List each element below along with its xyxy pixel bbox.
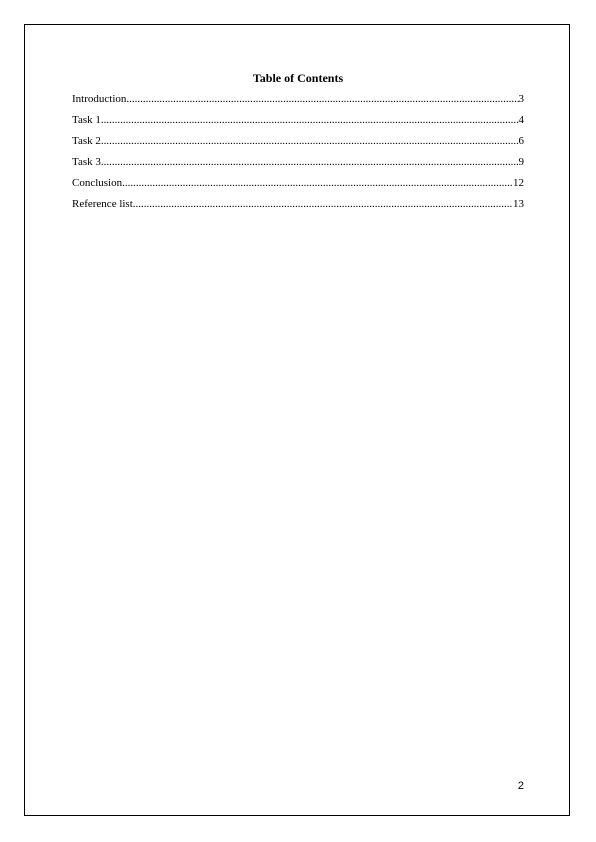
page-number: 2 [517, 780, 524, 792]
toc-entry-label: Introduction [72, 93, 127, 105]
toc-entry-task-3[interactable] [72, 154, 524, 175]
toc-entry-page: 9 [518, 156, 524, 168]
toc-entry-reference-list[interactable] [72, 196, 524, 217]
toc-entry-page: 13 [513, 198, 524, 210]
toc-dot-leader [126, 91, 518, 107]
toc-title: Table of Contents [252, 71, 344, 85]
toc-dot-leader [101, 133, 519, 149]
toc-entry-label: Conclusion [72, 177, 123, 189]
table-of-contents [72, 91, 524, 217]
toc-entry-page: 6 [518, 135, 524, 147]
toc-dot-leader [122, 175, 513, 191]
toc-dot-leader [101, 112, 519, 128]
toc-entry-label: Task 3 [72, 156, 101, 168]
toc-entry-label: Task 1 [72, 114, 101, 126]
toc-entry-page: 3 [518, 93, 524, 105]
toc-entry-introduction[interactable] [72, 91, 524, 112]
toc-entry-label: Task 2 [72, 135, 101, 147]
toc-dot-leader [101, 154, 519, 170]
toc-entry-page: 12 [513, 177, 524, 189]
toc-entry-conclusion[interactable] [72, 175, 524, 196]
toc-dot-leader [133, 196, 513, 212]
toc-entry-page: 4 [518, 114, 524, 126]
toc-entry-label: Reference list [72, 198, 133, 210]
toc-entry-task-1[interactable] [72, 112, 524, 133]
toc-entry-task-2[interactable] [72, 133, 524, 154]
